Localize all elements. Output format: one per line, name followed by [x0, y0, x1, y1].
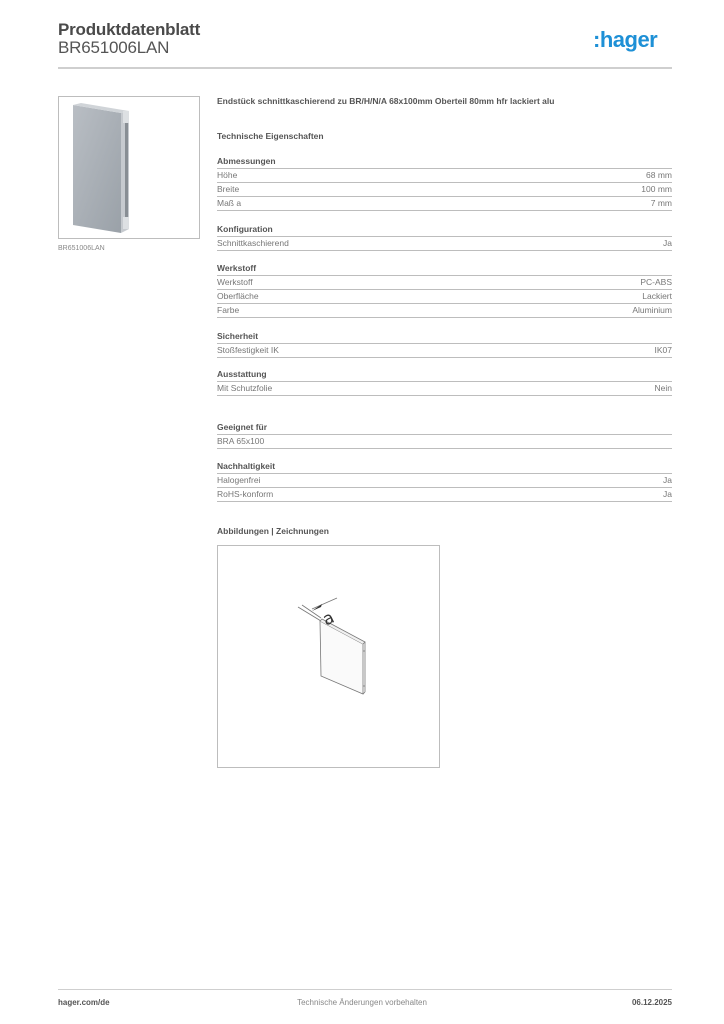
section-werkstoff [217, 262, 672, 318]
property-value: Ja [663, 475, 672, 485]
hager-logo [593, 27, 657, 53]
section-nachhaltigkeit [217, 460, 672, 502]
dimension-label: a [319, 607, 338, 631]
property-key: Maß a [217, 198, 242, 208]
footer-website[interactable]: hager.com/de [58, 998, 110, 1007]
tech-properties-title: Technische Eigenschaften [217, 131, 324, 141]
property-value: Nein [654, 383, 672, 393]
footer-divider [58, 989, 672, 990]
property-key: BRA 65x100 [217, 436, 265, 446]
property-row [217, 304, 672, 318]
section-ausstattung [217, 368, 672, 396]
property-value: Aluminium [632, 305, 672, 315]
property-row [217, 169, 672, 183]
section-title: Werkstoff [217, 262, 672, 276]
drawings-title: Abbildungen | Zeichnungen [217, 526, 329, 536]
section-title: Nachhaltigkeit [217, 460, 672, 474]
technical-drawing [217, 545, 440, 768]
section-title: Ausstattung [217, 368, 672, 382]
property-row [217, 183, 672, 197]
property-row [217, 237, 672, 251]
footer-notice: Technische Änderungen vorbehalten [297, 998, 427, 1007]
property-row [217, 382, 672, 396]
property-key: Farbe [217, 305, 240, 315]
property-value: PC-ABS [640, 277, 672, 287]
product-description: Endstück schnittkaschierend zu BR/H/N/A 68x100mm Oberteil 80mm hfr lackiert alu [217, 96, 555, 106]
property-key: Stoßfestigkeit IK [217, 345, 279, 355]
logo-colon: : [593, 27, 600, 52]
section-geeignet-fuer [217, 421, 672, 449]
property-key: Oberfläche [217, 291, 259, 301]
property-value: 68 mm [646, 170, 672, 180]
logo-text: hager [599, 27, 658, 52]
footer-date: 06.12.2025 [631, 998, 672, 1007]
property-key: Halogenfrei [217, 475, 261, 485]
section-konfiguration [217, 223, 672, 251]
product-image [58, 96, 200, 239]
article-number: BR651006LAN [58, 38, 170, 57]
section-title: Konfiguration [217, 223, 672, 237]
property-value: 100 mm [641, 184, 672, 194]
property-value: 7 mm [650, 198, 672, 208]
property-value: IK07 [654, 345, 672, 355]
end-cap-drawing-icon [218, 546, 441, 769]
section-title: Sicherheit [217, 330, 672, 344]
property-value: Ja [663, 238, 672, 248]
property-key: RoHS-konform [217, 489, 274, 499]
section-abmessungen [217, 155, 672, 211]
section-sicherheit [217, 330, 672, 358]
section-title: Geeignet für [217, 421, 672, 435]
page-title: Produktdatenblatt [58, 20, 201, 39]
property-key: Mit Schutzfolie [217, 383, 273, 393]
property-row [217, 197, 672, 211]
property-key: Höhe [217, 170, 238, 180]
product-photo-icon [59, 97, 201, 240]
property-row [217, 344, 672, 358]
property-row [217, 290, 672, 304]
property-row [217, 276, 672, 290]
property-key: Werkstoff [217, 277, 253, 287]
section-title: Abmessungen [217, 155, 672, 169]
property-row [217, 474, 672, 488]
property-value: Lackiert [642, 291, 672, 301]
header-divider [58, 67, 672, 69]
property-row [217, 435, 672, 449]
property-value: Ja [663, 489, 672, 499]
property-key: Schnittkaschierend [217, 238, 289, 248]
property-key: Breite [217, 184, 240, 194]
property-row [217, 488, 672, 502]
image-caption: BR651006LAN [58, 245, 105, 252]
